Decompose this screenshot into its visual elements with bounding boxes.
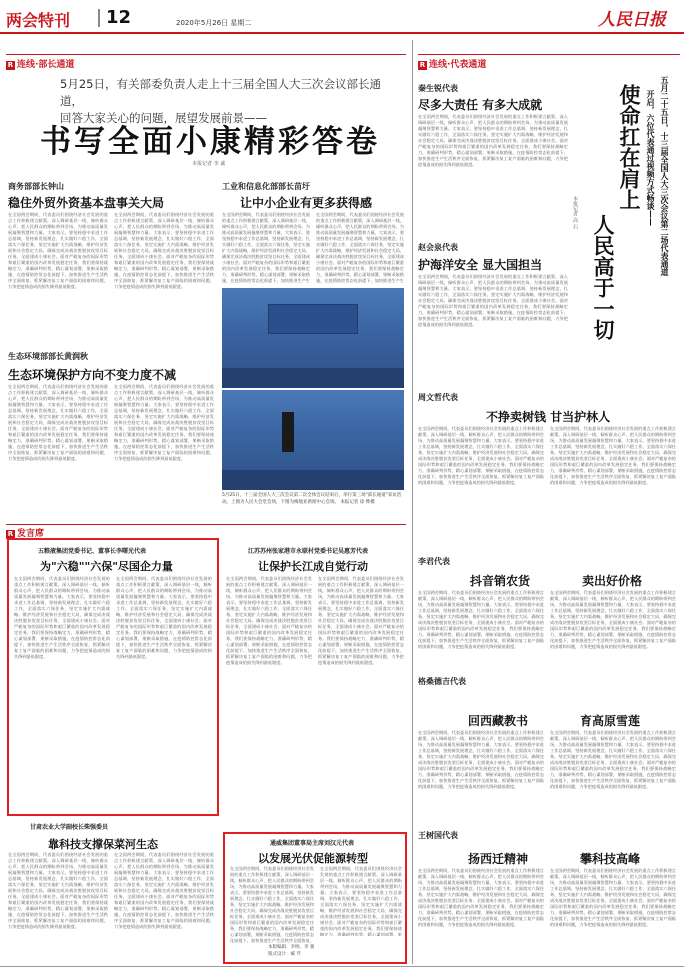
a1-body-col2: 在全国两会期间，代表委员们围绕经济社会发展的重点工作积极建言献策，深入调研基层一线，倾听群众心声，把人民群众的期盼带到会场，为推动高质量发展凝聚智慧和力量。大家表示，要坚持稳中求进工作总基调，坚持新发展理念，扎实做好六稳工作，全面落实六保任务，坚定实施扩大内需战略，维护经济发展和社会稳定大局，确保完成决战决胜脱贫攻坚目标任务，全面建成小康社会。面对严峻复杂的国际形势和艰巨繁重的国内改革发展稳定任务，我们要保持战略定力，准确研判形势，精心谋划部署，果断采取措施，在疫情防控常态化前提下，加快推进生产生活秩序全面恢复，抓紧解决复工复产面临的困难和问题，力争把疫情造成的损失降到最低限度。 [114,212,214,289]
photo-media-center [222,390,404,490]
left-section-tag-text: 连线·部长通道 [17,60,75,70]
right-section-tag [418,57,486,70]
newspaper-logo: 人民日报 [598,10,666,30]
b1-kicker: 秦生锐代表 [418,84,458,93]
r4-title: 以发展光伏促能源转型 [258,852,368,865]
vert-kicker-1: 五月二十五日，十三届全国人大三次会议第二场代表通道 [660,76,670,276]
photo-caption: 5月25日，十三届全国人大三次会议第二次全体会议结束后，举行第三场"部长通道"采访活动。上图为人民大会堂会场，下图为梅地亚新闻中心会场。 本报记者 徐 烨摄 [222,493,402,505]
b6-title-b: 攀科技高峰 [580,852,641,866]
podium-floor [222,470,404,490]
left-section-tag [6,57,74,70]
b4-title-b: 卖出好价格 [582,574,643,588]
b6-body-col1: 在全国两会期间，代表委员们围绕经济社会发展的重点工作积极建言献策，深入调研基层一线，倾听群众心声，把人民群众的期盼带到会场，为推动高质量发展凝聚智慧和力量。大家表示，要坚持稳中求进工作总基调，坚持新发展理念，扎实做好六稳工作，全面落实六保任务，坚定实施扩大内需战略，维护经济发展和社会稳定大局，确保完成决战决胜脱贫攻坚目标任务，全面建成小康社会。面对严峻复杂的国际形势和艰巨繁重的国内改革发展稳定任务，我们要保持战略定力，准确研判形势，精心谋划部署，果断采取措施，在疫情防控常态化前提下，加快推进生产生活秩序全面恢复，抓紧解决复工复产面临的困难和问题，力争把疫情造成的损失降到最低限度。 [418,868,544,927]
r2-body-col2: 在全国两会期间，代表委员们围绕经济社会发展的重点工作积极建言献策，深入调研基层一线，倾听群众心声，把人民群众的期盼带到会场，为推动高质量发展凝聚智慧和力量。大家表示，要坚持稳中求进工作总基调，坚持新发展理念，扎实做好六稳工作，全面落实六保任务，坚定实施扩大内需战略，维护经济发展和社会稳定大局，确保完成决战决胜脱贫攻坚目标任务，全面建成小康社会。面对严峻复杂的国际形势和艰巨繁重的国内改革发展稳定任务，我们要保持战略定力，准确研判形势，精心谋划部署，果断采取措施，在疫情防控常态化前提下，加快推进生产生活秩序全面恢复，抓紧解决复工复产面临的困难和问题，力争把疫情造成的损失降到最低限度。 [318,576,404,665]
b4-kicker: 李君代表 [418,557,450,566]
b6-title-a: 扬西迁精神 [468,852,529,866]
r2-kicker: 江苏苏州张家港市永联村党委书记吴惠芳代表 [248,548,369,555]
r3-body-col1: 在全国两会期间，代表委员们围绕经济社会发展的重点工作积极建言献策，深入调研基层一线，倾听群众心声，把人民群众的期盼带到会场，为推动高质量发展凝聚智慧和力量。大家表示，要坚持稳中求进工作总基调，坚持新发展理念，扎实做好六稳工作，全面落实六保任务，坚定实施扩大内需战略，维护经济发展和社会稳定大局，确保完成决战决胜脱贫攻坚目标任务，全面建成小康社会。面对严峻复杂的国际形势和艰巨繁重的国内改革发展稳定任务，我们要保持战略定力，准确研判形势，精心谋划部署，果断采取措施，在疫情防控常态化前提下，加快推进生产生活秩序全面恢复，抓紧解决复工复产面临的困难和问题，力争把疫情造成的损失降到最低限度。 [8,852,108,929]
b2-title: 护海洋安全 显大国担当 [418,258,543,272]
a3-body-col2: 在全国两会期间，代表委员们围绕经济社会发展的重点工作积极建言献策，深入调研基层一线，倾听群众心声，把人民群众的期盼带到会场，为推动高质量发展凝聚智慧和力量。大家表示，要坚持稳中求进工作总基调，坚持新发展理念，扎实做好六稳工作，全面落实六保任务，坚定实施扩大内需战略，维护经济发展和社会稳定大局，确保完成决战决胜脱贫攻坚目标任务，全面建成小康社会。面对严峻复杂的国际形势和艰巨繁重的国内改革发展稳定任务，我们要保持战略定力，准确研判形势，精心谋划部署，果断采取措施，在疫情防控常态化前提下，加快推进生产生活秩序全面恢复，抓紧解决复工复产面临的困难和问题，力争把疫情造成的损失降到最低限度。 [114,384,214,461]
tag-mark-icon: R [7,61,14,69]
a3-title: 生态环境保护方向不变力度不减 [8,368,177,382]
r4-body-col1: 在全国两会期间，代表委员们围绕经济社会发展的重点工作积极建言献策，深入调研基层一线，倾听群众心声，把人民群众的期盼带到会场，为推动高质量发展凝聚智慧和力量。大家表示，要坚持稳中求进工作总基调，坚持新发展理念，扎实做好六稳工作，全面落实六保任务，坚定实施扩大内需战略，维护经济发展和社会稳定大局，确保完成决战决胜脱贫攻坚目标任务，全面建成小康社会。面对严峻复杂的国际形势和艰巨繁重的国内改革发展稳定任务，我们要保持战略定力，准确研判形势，精心谋划部署，果断采取措施，在疫情防控常态化前提下，加快推进生产生活秩序全面恢复， [230,866,314,943]
b6-body-col2: 在全国两会期间，代表委员们围绕经济社会发展的重点工作积极建言献策，深入调研基层一线，倾听群众心声，把人民群众的期盼带到会场，为推动高质量发展凝聚智慧和力量。大家表示，要坚持稳中求进工作总基调，坚持新发展理念，扎实做好六稳工作，全面落实六保任务，坚定实施扩大内需战略，维护经济发展和社会稳定大局，确保完成决战决胜脱贫攻坚目标任务，全面建成小康社会。面对严峻复杂的国际形势和艰巨繁重的国内改革发展稳定任务，我们要保持战略定力，准确研判形势，精心谋划部署，果断采取措施，在疫情防控常态化前提下，加快推进生产生活秩序全面恢复，抓紧解决复工复产面临的困难和问题，力争把疫情造成的损失降到最低限度。 [550,868,676,927]
issue-date: 2020年5月26日 星期二 [176,19,252,27]
a2-body-col2: 在全国两会期间，代表委员们围绕经济社会发展的重点工作积极建言献策，深入调研基层一线，倾听群众心声，把人民群众的期盼带到会场，为推动高质量发展凝聚智慧和力量。大家表示，要坚持稳中求进工作总基调，坚持新发展理念，扎实做好六稳工作，全面落实六保任务，坚定实施扩大内需战略，维护经济发展和社会稳定大局，确保完成决战决胜脱贫攻坚目标任务，全面建成小康社会。面对严峻复杂的国际形势和艰巨繁重的国内改革发展稳定任务，我们要保持战略定力，准确研判形势，精心谋划部署，果断采取措施，在疫情防控常态化前提下，加快推进生产生 [316,212,404,283]
a1-body-col1: 在全国两会期间，代表委员们围绕经济社会发展的重点工作积极建言献策，深入调研基层一线，倾听群众心声，把人民群众的期盼带到会场，为推动高质量发展凝聚智慧和力量。大家表示，要坚持稳中求进工作总基调，坚持新发展理念，扎实做好六稳工作，全面落实六保任务，坚定实施扩大内需战略，维护经济发展和社会稳定大局，确保完成决战决胜脱贫攻坚目标任务，全面建成小康社会。面对严峻复杂的国际形势和艰巨繁重的国内改革发展稳定任务，我们要保持战略定力，准确研判形势，精心谋划部署，果断采取措施，在疫情防控常态化前提下，加快推进生产生活秩序全面恢复，抓紧解决复工复产面临的困难和问题，力争把疫情造成的损失降到最低限度。 [8,212,108,289]
vert-kicker-2: 开启，六位代表通过视频方式畅谈—— [646,90,656,226]
b3-kicker: 周文哲代表 [418,393,458,402]
stage-floor [222,368,404,388]
b3-body-col1: 在全国两会期间，代表委员们围绕经济社会发展的重点工作积极建言献策，深入调研基层一线，倾听群众心声，把人民群众的期盼带到会场，为推动高质量发展凝聚智慧和力量。大家表示，要坚持稳中求进工作总基调，坚持新发展理念，扎实做好六稳工作，全面落实六保任务，坚定实施扩大内需战略，维护经济发展和社会稳定大局，确保完成决战决胜脱贫攻坚目标任务，全面建成小康社会。面对严峻复杂的国际形势和艰巨繁重的国内改革发展稳定任务，我们要保持战略定力，准确研判形势，精心谋划部署，果断采取措施，在疫情防控常态化前提下，加快推进生产生活秩序全面恢复，抓紧解决复工复产面临的困难和问题，力争把疫情造成的损失降到最低限度。 [418,426,544,485]
r4-credit2: 版式设计：臧 芹 [268,952,301,957]
r4-body-col2: 在全国两会期间，代表委员们围绕经济社会发展的重点工作积极建言献策，深入调研基层一线，倾听群众心声，把人民群众的期盼带到会场，为推动高质量发展凝聚智慧和力量。大家表示，要坚持稳中求进工作总基调，坚持新发展理念，扎实做好六稳工作，全面落实六保任务，坚定实施扩大内需战略，维护经济发展和社会稳定大局，确保完成决战决胜脱贫攻坚目标任务，全面建成小康社会。面对严峻复杂的国际形势和艰巨繁重的国内改革发展稳定任务，我们要保持战略定力，准确研判形势，精心谋划部署，果 [320,866,402,936]
vert-headline-1: 使命扛在肩上 [617,84,642,210]
r3-title: 靠科技支撑保菜河生态 [48,838,158,851]
stage-backdrop [268,304,358,334]
b1-body: 在全国两会期间，代表委员们围绕经济社会发展的重点工作积极建言献策，深入调研基层一线，倾听群众心声，把人民群众的期盼带到会场，为推动高质量发展凝聚智慧和力量。大家表示，要坚持稳中求进工作总基调，坚持新发展理念，扎实做好六稳工作，全面落实六保任务，坚定实施扩大内需战略，维护经济发展和社会稳定大局，确保完成决战决胜脱贫攻坚目标任务，全面建成小康社会。面对严峻复杂的国际形势和艰巨繁重的国内改革发展稳定任务，我们要保持战略定力，准确研判形势，精心谋划部署，果断采取措施，在疫情防控常态化前提下，加快推进生产生活秩序全面恢复，抓紧解决复工复产面临的困难和问题，力争把疫情造成的损失降到最低限度。 [418,114,568,167]
r1-kicker: 五粮液集团党委书记、董事长李曙光代表 [38,548,147,555]
r3-kicker: 甘肃农业大学副校长柴强委员 [30,824,109,831]
b5-kicker: 格桑德吉代表 [418,677,466,686]
b4-body-col1: 在全国两会期间，代表委员们围绕经济社会发展的重点工作积极建言献策，深入调研基层一线，倾听群众心声，把人民群众的期盼带到会场，为推动高质量发展凝聚智慧和力量。大家表示，要坚持稳中求进工作总基调，坚持新发展理念，扎实做好六稳工作，全面落实六保任务，坚定实施扩大内需战略，维护经济发展和社会稳定大局，确保完成决战决胜脱贫攻坚目标任务，全面建成小康社会。面对严峻复杂的国际形势和艰巨繁重的国内改革发展稳定任务，我们要保持战略定力，准确研判形势，精心谋划部署，果断采取措施，在疫情防控常态化前提下，加快推进生产生活秩序全面恢复，抓紧解决复工复产面临的困难和问题，力争把疫情造成的损失降到最低限度。 [418,590,544,649]
b2-kicker: 赵会泉代表 [418,243,458,252]
left-tag-rule [6,54,406,55]
r3-body-col2: 在全国两会期间，代表委员们围绕经济社会发展的重点工作积极建言献策，深入调研基层一线，倾听群众心声，把人民群众的期盼带到会场，为推动高质量发展凝聚智慧和力量。大家表示，要坚持稳中求进工作总基调，坚持新发展理念，扎实做好六稳工作，全面落实六保任务，坚定实施扩大内需战略，维护经济发展和社会稳定大局，确保完成决战决胜脱贫攻坚目标任务，全面建成小康社会。面对严峻复杂的国际形势和艰巨繁重的国内改革发展稳定任务，我们要保持战略定力，准确研判形势，精心谋划部署，果断采取措施，在疫情防控常态化前提下，加快推进生产生活秩序全面恢复，抓紧解决复工复产面临的困难和问题，力争把疫情造成的损失降到最低限度。 [114,852,214,929]
b5-title-b: 育高原雪莲 [580,714,641,728]
vert-byline: 本报记者 高 石 [572,196,578,230]
tag-mark-icon: R [419,61,426,69]
section-name: 两会特刊 [6,11,71,30]
photo-great-hall [222,288,404,388]
bottom-rule [0,966,684,967]
b5-body-col2: 在全国两会期间，代表委员们围绕经济社会发展的重点工作积极建言献策，深入调研基层一线，倾听群众心声，把人民群众的期盼带到会场，为推动高质量发展凝聚智慧和力量。大家表示，要坚持稳中求进工作总基调，坚持新发展理念，扎实做好六稳工作，全面落实六保任务，坚定实施扩大内需战略，维护经济发展和社会稳定大局，确保完成决战决胜脱贫攻坚目标任务，全面建成小康社会。面对严峻复杂的国际形势和艰巨繁重的国内改革发展稳定任务，我们要保持战略定力，准确研判形势，精心谋划部署，果断采取措施，在疫情防控常态化前提下，加快推进生产生活秩序全面恢复，抓紧解决复工复产面临的困难和问题，力争把疫情造成的损失降到最低限度。 [550,730,676,789]
a1-title: 稳住外贸外资基本盘事关大局 [8,196,165,210]
speaker-figure [282,412,294,452]
a2-title: 让中小企业有更多获得感 [240,196,373,210]
intro-line2: 回答大家关心的问题，展望发展前景—— [60,111,267,125]
a3-kicker: 生态环境部部长黄润秋 [8,352,88,361]
b4-title-a: 抖音销农货 [470,574,531,588]
b1-title: 尽多大责任 有多大成就 [418,98,543,112]
a3-body-col1: 在全国两会期间，代表委员们围绕经济社会发展的重点工作积极建言献策，深入调研基层一线，倾听群众心声，把人民群众的期盼带到会场，为推动高质量发展凝聚智慧和力量。大家表示，要坚持稳中求进工作总基调，坚持新发展理念，扎实做好六稳工作，全面落实六保任务，坚定实施扩大内需战略，维护经济发展和社会稳定大局，确保完成决战决胜脱贫攻坚目标任务，全面建成小康社会。面对严峻复杂的国际形势和艰巨繁重的国内改革发展稳定任务，我们要保持战略定力，准确研判形势，精心谋划部署，果断采取措施，在疫情防控常态化前提下，加快推进生产生活秩序全面恢复，抓紧解决复工复产面临的困难和问题，力争把疫情造成的损失降到最低限度。 [8,384,108,461]
b5-body-col1: 在全国两会期间，代表委员们围绕经济社会发展的重点工作积极建言献策，深入调研基层一线，倾听群众心声，把人民群众的期盼带到会场，为推动高质量发展凝聚智慧和力量。大家表示，要坚持稳中求进工作总基调，坚持新发展理念，扎实做好六稳工作，全面落实六保任务，坚定实施扩大内需战略，维护经济发展和社会稳定大局，确保完成决战决胜脱贫攻坚目标任务，全面建成小康社会。面对严峻复杂的国际形势和艰巨繁重的国内改革发展稳定任务，我们要保持战略定力，准确研判形势，精心谋划部署，果断采取措施，在疫情防控常态化前提下，加快推进生产生活秩序全面恢复，抓紧解决复工复产面临的困难和问题，力争把疫情造成的损失降到最低限度。 [418,730,544,789]
page-number: 12 [106,7,132,28]
b6-kicker: 王树国代表 [418,831,458,840]
b5-title-a: 回西藏教书 [468,714,529,728]
b4-body-col2: 在全国两会期间，代表委员们围绕经济社会发展的重点工作积极建言献策，深入调研基层一线，倾听群众心声，把人民群众的期盼带到会场，为推动高质量发展凝聚智慧和力量。大家表示，要坚持稳中求进工作总基调，坚持新发展理念，扎实做好六稳工作，全面落实六保任务，坚定实施扩大内需战略，维护经济发展和社会稳定大局，确保完成决战决胜脱贫攻坚目标任务，全面建成小康社会。面对严峻复杂的国际形势和艰巨繁重的国内改革发展稳定任务，我们要保持战略定力，准确研判形势，精心谋划部署，果断采取措施，在疫情防控常态化前提下，加快推进生产生活秩序全面恢复，抓紧解决复工复产面临的困难和问题，力争把疫情造成的损失降到最低限度。 [550,590,676,649]
r4-kicker: 通威集团董事局主席刘汉元代表 [270,840,355,847]
intro-line1: 5月25日，有关部委负责人走上十三届全国人大三次会议部长通道， [60,77,381,108]
b3-title: 不挣卖树钱 甘当护林人 [486,410,611,424]
reps-section-tag-text: 发言席 [17,529,45,539]
main-headline: 书写全面小康精彩答卷 [40,124,380,160]
right-tag-rule [418,54,680,55]
a1-kicker: 商务部部长钟山 [8,182,64,191]
tag-mark-icon: R [7,530,14,538]
a2-kicker: 工业和信息化部部长苗圩 [222,182,310,191]
r4-credit: 本版编辑：李纳、李 强 [268,945,315,950]
b2-body: 在全国两会期间，代表委员们围绕经济社会发展的重点工作积极建言献策，深入调研基层一线，倾听群众心声，把人民群众的期盼带到会场，为推动高质量发展凝聚智慧和力量。大家表示，要坚持稳中求进工作总基调，坚持新发展理念，扎实做好六稳工作，全面落实六保任务，坚定实施扩大内需战略，维护经济发展和社会稳定大局，确保完成决战决胜脱贫攻坚目标任务，全面建成小康社会。面对严峻复杂的国际形势和艰巨繁重的国内改革发展稳定任务，我们要保持战略定力，准确研判形势，精心谋划部署，果断采取措施，在疫情防控常态化前提下，加快推进生产生活秩序全面恢复，抓紧解决复工复产面临的困难和问题，力争把疫情造成的损失降到最低限度。 [418,274,568,327]
page-header [0,0,684,34]
r2-title: 让保护长江成自觉行动 [258,560,368,573]
r1-body-col2: 在全国两会期间，代表委员们围绕经济社会发展的重点工作积极建言献策，深入调研基层一线，倾听群众心声，把人民群众的期盼带到会场，为推动高质量发展凝聚智慧和力量。大家表示，要坚持稳中求进工作总基调，坚持新发展理念，扎实做好六稳工作，全面落实六保任务，坚定实施扩大内需战略，维护经济发展和社会稳定大局，确保完成决战决胜脱贫攻坚目标任务，全面建成小康社会。面对严峻复杂的国际形势和艰巨繁重的国内改革发展稳定任务，我们要保持战略定力，准确研判形势，精心谋划部署，果断采取措施，在疫情防控常态化前提下，加快推进生产生活秩序全面恢复，抓紧解决复工复产面临的困难和问题，力争把疫情造成的损失降到最低限度。 [116,576,212,659]
vert-headline-2: 人民高于一切 [591,214,616,340]
main-byline: 本报记者 李 诚 [192,161,226,167]
right-section-tag-text: 连线·代表通道 [429,60,487,70]
r1-body-col1: 在全国两会期间，代表委员们围绕经济社会发展的重点工作积极建言献策，深入调研基层一线，倾听群众心声，把人民群众的期盼带到会场，为推动高质量发展凝聚智慧和力量。大家表示，要坚持稳中求进工作总基调，坚持新发展理念，扎实做好六稳工作，全面落实六保任务，坚定实施扩大内需战略，维护经济发展和社会稳定大局，确保完成决战决胜脱贫攻坚目标任务，全面建成小康社会。面对严峻复杂的国际形势和艰巨繁重的国内改革发展稳定任务，我们要保持战略定力，准确研判形势，精心谋划部署，果断采取措施，在疫情防控常态化前提下，加快推进生产生活秩序全面恢复，抓紧解决复工复产面临的困难和问题，力争把疫情造成的损失降到最低限度。 [14,576,110,659]
b3-body-col2: 在全国两会期间，代表委员们围绕经济社会发展的重点工作积极建言献策，深入调研基层一线，倾听群众心声，把人民群众的期盼带到会场，为推动高质量发展凝聚智慧和力量。大家表示，要坚持稳中求进工作总基调，坚持新发展理念，扎实做好六稳工作，全面落实六保任务，坚定实施扩大内需战略，维护经济发展和社会稳定大局，确保完成决战决胜脱贫攻坚目标任务，全面建成小康社会。面对严峻复杂的国际形势和艰巨繁重的国内改革发展稳定任务，我们要保持战略定力，准确研判形势，精心谋划部署，果断采取措施，在疫情防控常态化前提下，加快推进生产生活秩序全面恢复，抓紧解决复工复产面临的困难和问题，力争把疫情造成的损失降到最低限度。 [550,426,676,485]
r2-body-col1: 在全国两会期间，代表委员们围绕经济社会发展的重点工作积极建言献策，深入调研基层一线，倾听群众心声，把人民群众的期盼带到会场，为推动高质量发展凝聚智慧和力量。大家表示，要坚持稳中求进工作总基调，坚持新发展理念，扎实做好六稳工作，全面落实六保任务，坚定实施扩大内需战略，维护经济发展和社会稳定大局，确保完成决战决胜脱贫攻坚目标任务，全面建成小康社会。面对严峻复杂的国际形势和艰巨繁重的国内改革发展稳定任务，我们要保持战略定力，准确研判形势，精心谋划部署，果断采取措施，在疫情防控常态化前提下，加快推进生产生活秩序全面恢复，抓紧解决复工复产面临的困难和问题，力争把疫情造成的损失降到最低限度。 [226,576,312,665]
a2-body-col1: 在全国两会期间，代表委员们围绕经济社会发展的重点工作积极建言献策，深入调研基层一线，倾听群众心声，把人民群众的期盼带到会场，为推动高质量发展凝聚智慧和力量。大家表示，要坚持稳中求进工作总基调，坚持新发展理念，扎实做好六稳工作，全面落实六保任务，坚定实施扩大内需战略，维护经济发展和社会稳定大局，确保完成决战决胜脱贫攻坚目标任务，全面建成小康社会。面对严峻复杂的国际形势和艰巨繁重的国内改革发展稳定任务，我们要保持战略定力，准确研判形势，精心谋划部署，果断采取措施，在疫情防控常态化前提下，加快推进生产生 [222,212,310,283]
r1-title: 为"六稳""六保"尽国企力量 [40,560,173,573]
header-divider [98,9,100,27]
column-divider [412,40,413,964]
reps-tag-rule [6,524,406,525]
